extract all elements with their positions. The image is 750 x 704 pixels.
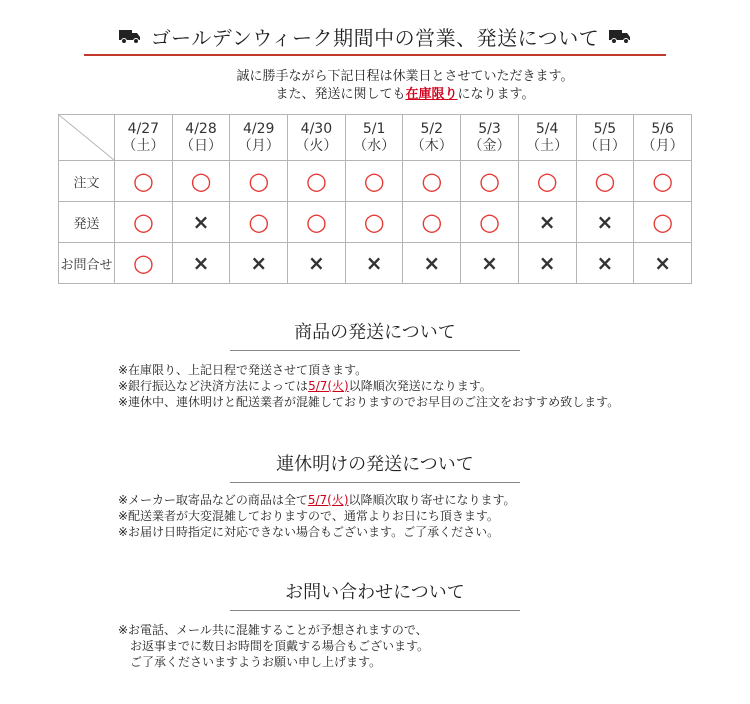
- status-cell: [518, 243, 576, 284]
- date-label: 5/5: [593, 120, 617, 137]
- date-header: [288, 115, 346, 161]
- status-cell: [634, 202, 692, 243]
- date-header: [172, 115, 230, 161]
- available-mark: ○: [421, 167, 443, 195]
- title-divider: [84, 54, 666, 56]
- inquiry-notes: [118, 622, 429, 670]
- weekday-label: （月）: [641, 137, 684, 154]
- unavailable-mark: ×: [308, 250, 325, 275]
- available-mark: ○: [363, 167, 385, 195]
- available-mark: ○: [421, 208, 443, 236]
- diagonal-line: [59, 115, 114, 160]
- status-cell: [518, 202, 576, 243]
- schedule-table: [58, 114, 692, 284]
- available-mark: ○: [305, 167, 327, 195]
- truck-icon: [609, 28, 631, 44]
- row-label: 発送: [59, 202, 115, 243]
- status-cell: [634, 243, 692, 284]
- status-cell: [288, 243, 346, 284]
- date-label: 5/2: [420, 120, 444, 137]
- date-header: [518, 115, 576, 161]
- weekday-label: （土）: [526, 137, 569, 154]
- weekday-label: （日）: [180, 137, 223, 154]
- available-mark: ○: [132, 167, 154, 195]
- intro-highlight: 在庫限り: [405, 87, 458, 102]
- unavailable-mark: ×: [423, 250, 441, 275]
- available-mark: ○: [594, 167, 616, 195]
- date-label: 4/27: [127, 120, 160, 137]
- after-holiday-note-3: ※お届け日時指定に対応できない場合もございます。ご了承ください。: [118, 525, 500, 539]
- intro-line-2-pre: また、発送に関しても: [275, 87, 406, 102]
- intro-line-1: 誠に勝手ながら下記日程は休業日とさせていただきます。: [236, 69, 574, 84]
- intro-line-2: [170, 86, 640, 104]
- shipping-note-2-post: 以降順次発送になります。: [348, 379, 492, 393]
- date-header: [634, 115, 692, 161]
- unavailable-mark: ×: [481, 250, 498, 275]
- shipping-note-3: ※連休中、連休明けと配送業者が混雑しておりますのでお早目のご注文をおすすめ致します。: [118, 395, 620, 409]
- page-title: ゴールデンウィーク期間中の営業、発送について: [150, 25, 600, 50]
- date-header-row: [59, 115, 692, 161]
- available-mark: ○: [132, 208, 154, 236]
- unavailable-mark: ×: [596, 250, 614, 275]
- available-mark: ○: [305, 208, 327, 236]
- date-header: [345, 115, 403, 161]
- status-cell: [345, 161, 403, 202]
- shipping-note-1: ※在庫限り、上記日程で発送させて頂きます。: [118, 363, 368, 377]
- available-mark: ○: [248, 167, 270, 195]
- unavailable-mark: ×: [654, 250, 671, 275]
- available-mark: ○: [652, 167, 674, 195]
- shipping-note-2-pre: ※銀行振込など決済方法によっては: [118, 379, 309, 393]
- section-heading-inquiry: お問い合わせについて: [230, 578, 520, 611]
- shipping-note-2: [118, 378, 619, 394]
- status-cell: [115, 202, 173, 243]
- unavailable-mark: ×: [365, 250, 383, 275]
- status-cell: [403, 243, 461, 284]
- status-cell: [634, 161, 692, 202]
- table-row: [59, 202, 692, 243]
- date-label: 5/3: [478, 120, 501, 137]
- status-cell: [115, 161, 173, 202]
- status-cell: [172, 161, 230, 202]
- table-row: [59, 243, 692, 284]
- date-header: [230, 115, 288, 161]
- available-mark: ○: [363, 208, 385, 236]
- inquiry-note-1: ※お電話、メール共に混雑することが予想されますので、: [118, 623, 428, 637]
- unavailable-mark: ×: [192, 250, 210, 275]
- date-header: [461, 115, 519, 161]
- available-mark: ○: [190, 167, 212, 195]
- status-cell: [576, 202, 634, 243]
- status-cell: [576, 161, 634, 202]
- status-cell: [172, 202, 230, 243]
- page-header: [84, 18, 666, 54]
- weekday-label: （日）: [583, 137, 626, 154]
- status-cell: [230, 243, 288, 284]
- unavailable-mark: ×: [596, 209, 614, 234]
- available-mark: ○: [652, 208, 674, 236]
- after-holiday-note-1: [118, 492, 516, 508]
- shipping-date-highlight: 5/7(火): [308, 379, 349, 393]
- row-label: お問合せ: [59, 243, 115, 284]
- intro-line-2-post: になります。: [457, 87, 535, 102]
- available-mark: ○: [132, 249, 154, 277]
- available-mark: ○: [536, 167, 558, 195]
- date-label: 4/30: [300, 120, 333, 137]
- date-header: [403, 115, 461, 161]
- date-header: [576, 115, 634, 161]
- status-cell: [576, 243, 634, 284]
- table-corner: [59, 115, 115, 161]
- date-label: 4/29: [242, 120, 275, 137]
- inquiry-note-3: ご了承くださいますようお願い申し上げます。: [130, 655, 382, 669]
- status-cell: [230, 161, 288, 202]
- date-label: 5/6: [651, 120, 674, 137]
- status-cell: [518, 161, 576, 202]
- after-holiday-note-2: ※配送業者が大変混雑しておりますので、通常よりお日にち頂きます。: [118, 509, 499, 523]
- status-cell: [403, 161, 461, 202]
- after-holiday-notes: [118, 492, 516, 540]
- status-cell: [461, 243, 519, 284]
- shipping-notes: [118, 362, 619, 410]
- section-heading-shipping: 商品の発送について: [230, 318, 520, 351]
- weekday-label: （火）: [295, 137, 338, 154]
- date-label: 4/28: [185, 120, 217, 137]
- section-heading-after-holiday: 連休明けの発送について: [230, 450, 520, 483]
- status-cell: [230, 202, 288, 243]
- row-label: 注文: [59, 161, 115, 202]
- unavailable-mark: ×: [192, 209, 210, 234]
- available-mark: ○: [478, 167, 500, 195]
- after-holiday-date-highlight: 5/7(火): [307, 493, 349, 507]
- unavailable-mark: ×: [250, 250, 268, 275]
- status-cell: [345, 202, 403, 243]
- status-cell: [345, 243, 403, 284]
- available-mark: ○: [478, 208, 500, 236]
- unavailable-mark: ×: [538, 250, 556, 275]
- date-label: 5/4: [535, 120, 559, 137]
- date-label: 5/1: [362, 120, 386, 137]
- weekday-label: （月）: [237, 137, 280, 154]
- weekday-label: （土）: [122, 137, 165, 154]
- after-holiday-note-1-post: 以降順次取り寄せになります。: [348, 493, 516, 507]
- inquiry-note-2: お返事までに数日お時間を頂戴する場合もございます。: [130, 639, 430, 653]
- status-cell: [461, 161, 519, 202]
- after-holiday-note-1-pre: ※メーカー取寄品などの商品は全て: [118, 493, 308, 507]
- status-cell: [288, 161, 346, 202]
- intro-text: [170, 68, 640, 104]
- status-cell: [403, 202, 461, 243]
- unavailable-mark: ×: [538, 209, 556, 234]
- weekday-label: （木）: [410, 137, 453, 154]
- table-row: [59, 161, 692, 202]
- truck-icon: [119, 28, 141, 44]
- status-cell: [172, 243, 230, 284]
- status-cell: [115, 243, 173, 284]
- status-cell: [461, 202, 519, 243]
- available-mark: ○: [248, 208, 270, 236]
- weekday-label: （金）: [468, 137, 511, 154]
- status-cell: [288, 202, 346, 243]
- date-header: [115, 115, 173, 161]
- weekday-label: （水）: [353, 137, 396, 154]
